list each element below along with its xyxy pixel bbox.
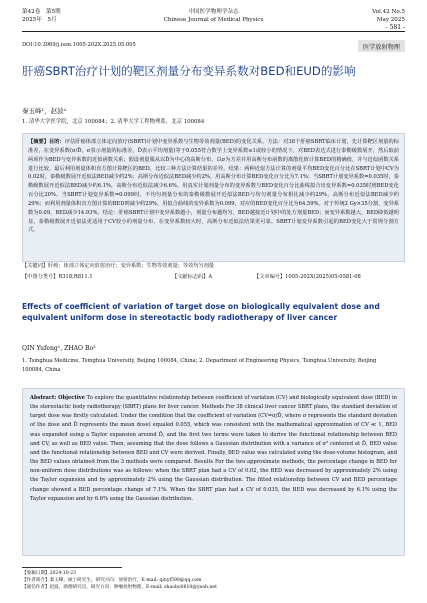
footnotes bbox=[22, 570, 405, 592]
abstract-chinese-text: 评估肝癌体部立体定向放疗(SBRT)计划中变异系数与生物等效剂量(BED)的变化关系。方法：对38个肝癌SBRT临床计划，先计算靶区剂量的标准差，在变异系数(σ/D̄，σ表示剂量的标准差，D̄表示平均剂量)等于0.055符合数学上变异系数≤1或较小的情况下，对BED表达式进行泰勒级数展开，然后取前两项作为BED与变异系数的近似函数关系；假设剂量服从以D̄为中心的高斯分布，以σ为方差并用高斯分布函数的离散化值计算BED的精确值，并与近似函数关系进行比较。最后利用剂量体积直方图计算靶区的BED，比较三种方法计算结果的差异。结果：两种近似方法计算的剂量平均BED变化百分比在SBRT计划中CV为0.02时，泰勒级数展开近似法BED减少约2%；高斯分布近似法BED减少约2%。用高斯分布计算BED变化百分比为7.1%；当SBRT计划变异系数=0.035时，泰勒级数展开近似法BED减少约6.1%，高斯分布近似法减少6.6%。用真实计划剂量分布的变异系数与BED变化百分比曲线拟合出变异系数=0.035时到BED变化百分比20%。当SBRT计划变异系数=0.099时，不均匀剂量分布的泰勒级数展开近似法BED与均匀剂量分布相比减少约29%，高斯分布近似法BED减少约29%；而利用剂量体积直方图计算的BED则减少约29%，用拟合曲线的变异系数为0.099，对应的BED变化百分比为64.59%。对于传统2 Gy×35分割，变异系数为0.09，BED减少14.93%。结论：肝癌SBRT计划中变异系数越小，剂量分布越均匀，BED越接近计划中的处方剂量BED；而变异系数越大，BED降低越明显，泰勒级数展开近似法更适用于CV较小的剂量分布，在变异系数较大时，高斯分布近似法结果更可靠。SBRT计划变异系数引起的BED变化大于常规分割方式。 bbox=[28, 139, 399, 234]
footnote-received: 【收稿日期】2024-10-23 bbox=[22, 571, 77, 576]
authors-chinese: 秦玉峰¹，赵波² bbox=[22, 107, 67, 115]
footnote-corresponding: 【通信作者】赵波，助理研究员，研究方向：肿瘤放射物理，E-mail: zhaobo0610@yeah.net bbox=[22, 585, 217, 591]
document-code: 【文献标志码】A bbox=[172, 274, 213, 280]
footnote-rule bbox=[22, 567, 122, 568]
journal-volume-en: Vol.42 No.5 May 2025 bbox=[372, 9, 405, 23]
header-rule bbox=[22, 31, 405, 32]
affiliation-chinese: 1. 清华大学医学院，北京 100084；2. 清华大学工程物理系，北京 100084 bbox=[22, 119, 205, 125]
abstract-english-label: Abstract: Objective bbox=[30, 395, 86, 401]
abstract-chinese-label: 【摘要】目的： bbox=[28, 139, 65, 145]
journal-volume-cn: 第42卷 第5期 2025年 5月 bbox=[22, 9, 61, 23]
classification-line bbox=[22, 273, 405, 281]
page-number: - 581 - bbox=[385, 24, 405, 31]
authors-english: QIN Yufeng¹, ZHAO Bo² bbox=[22, 345, 96, 352]
keywords-chinese: 【关键词】肝癌；体部立体定向放射治疗；变异系数；生物等效剂量；等效均匀剂量 bbox=[22, 263, 214, 269]
abstract-english-text: To explore the quantitative relationship between coefficient of variation (CV) and biologically equivalent dose (BED) in the stereotactic body radiotherapy (SBRT) plans for liver cancer. Methods For 38 clinical liver cancer SBRT plans, the standard deviation of target dose was firstly calculated. Under the condition that the coefficient of variation (CV=σ/D̄, where σ represents the standard deviation of the dose and D̄ represents the mean dose) equaled 0.055, which was consistent with the mathematical approximation of CV ≪ 1, BED was expanded using a Taylor expansion around D̄, and the first two terms were taken to derive the functional relationship between BED and CV, as well as BED value. Then, assuming that the dose follows a Gaussian distribution with a variance of σ² centered at D̄, BED value and the functional relationship between BED and CV were derived. Finally, BED value was calculated using the dose-volume histogram, and the BED values obtained from the 3 methods were compared. Results For the two approximate methods, the percentage change in BED for non-uniform dose distributions was as follows: when the SBRT plan had a CV of 0.02, the BED was decreased by approximately 2% using the Taylor expansion and by approximately 2% using the Gaussian distribution. The fitted relationship between CV and BED percentage change showed a BED percentage change of 7.1%. When the SBRT plan had a CV of 0.035, the BED was decreased by 6.1% using the Taylor expansion and by 6.6% using the Gaussian distribution. bbox=[30, 395, 397, 502]
article-number: 【文章编号】1005-202X(2025)05-0581-08 bbox=[254, 274, 361, 280]
title-english: Effects of coefficient of variation of target dose on biologically equivalent dose and equivalent uniform dose in stereotactic body radiotherapy of liver cancer bbox=[22, 302, 380, 322]
footnote-author-bio: 【作者简介】秦玉峰，硕士研究生，研究方向：放射治疗，E-mail: qinyf598@qq.com bbox=[22, 578, 202, 584]
abstract-english bbox=[22, 388, 405, 556]
title-chinese: 肝癌SBRT治疗计划的靶区剂量分布变异系数对BED和EUD的影响 bbox=[22, 64, 356, 78]
clc-number: 【中图分类号】R318;R811.1 bbox=[22, 274, 93, 280]
page-header bbox=[22, 9, 405, 33]
affiliation-english: 1. Tsinghua Medicine, Tsinghua University, Beijing 100084, China; 2. Department of Engineering Physics, Tsinghua University, Beijing 100084, China bbox=[22, 358, 377, 373]
category-badge: 医学放射物理 bbox=[358, 40, 405, 52]
doi: DOI:10.3969/j.issn.1005-202X.2025.05.005 bbox=[22, 42, 136, 48]
abstract-chinese bbox=[22, 133, 405, 262]
journal-name: 中国医学物理学杂志 Chinese Journal of Medical Physics bbox=[163, 9, 264, 23]
